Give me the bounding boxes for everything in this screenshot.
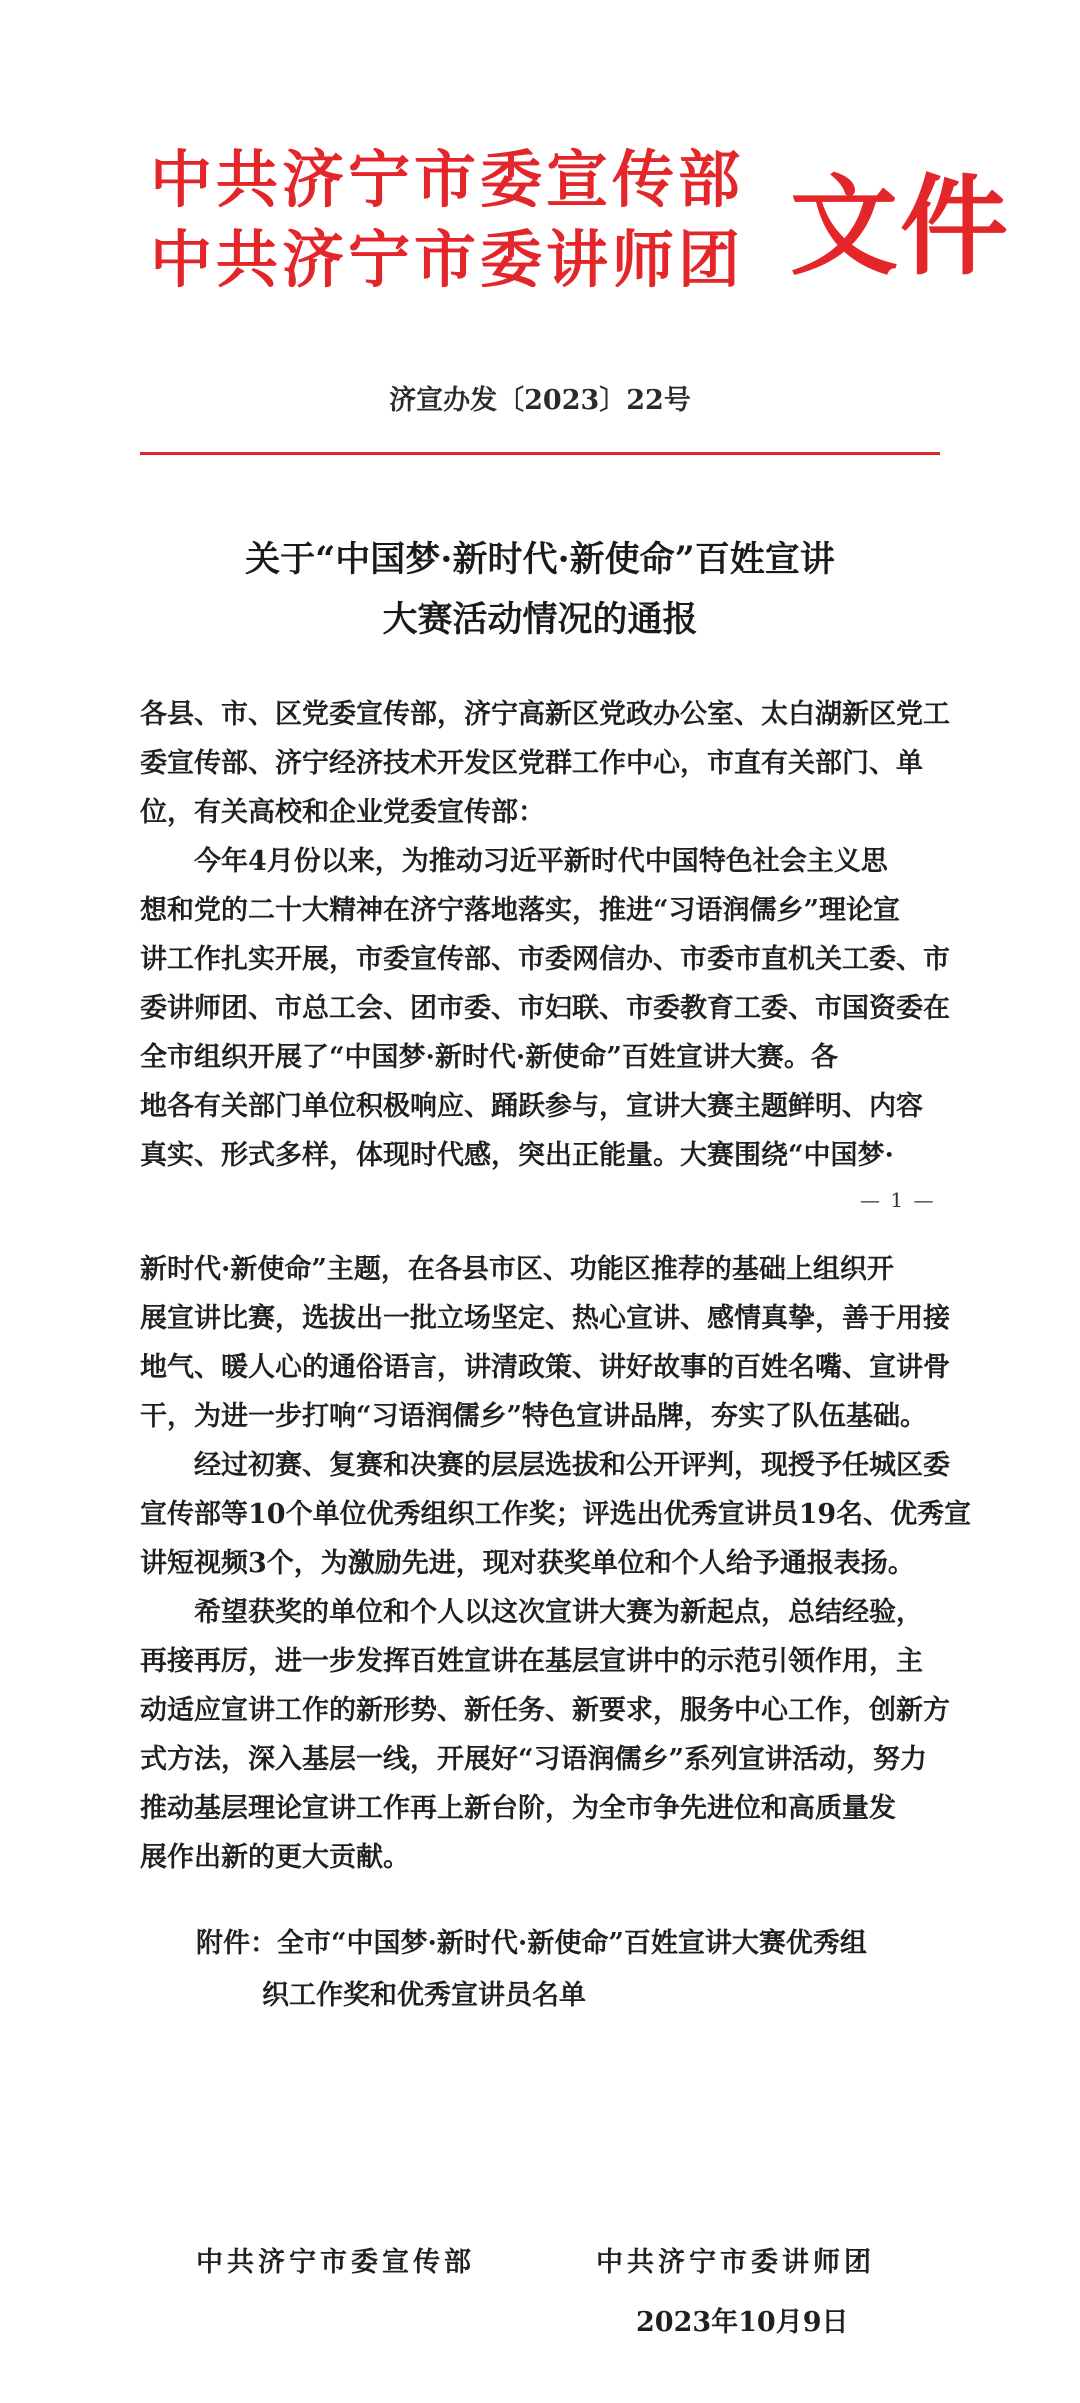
body-line: 真实、形式多样，体现时代感，突出正能量。大赛围绕“中国梦· (140, 1140, 894, 1171)
body-line: 干，为进一步打响“习语润儒乡”特色宣讲品牌，夯实了队伍基础。 (140, 1401, 928, 1432)
body-line: 动适应宣讲工作的新形势、新任务、新要求，服务中心工作，创新方 (140, 1695, 950, 1726)
body-line: 委讲师团、市总工会、团市委、市妇联、市委教育工委、市国资委在 (140, 993, 950, 1024)
signature-date: 2023年10月9日 (636, 2307, 849, 2338)
body-line: 今年4月份以来，为推动习近平新时代中国特色社会主义思 (194, 846, 888, 877)
body-line: 讲工作扎实开展，市委宣传部、市委网信办、市委市直机关工委、市 (140, 944, 950, 975)
body-line: 讲短视频3个，为激励先进，现对获奖单位和个人给予通报表扬。 (140, 1548, 915, 1579)
title-line-2: 大赛活动情况的通报 (382, 599, 698, 640)
signature-lecturers-group: 中共济宁市委讲师团 (596, 2247, 875, 2278)
body-line: 地气、暖人心的通俗语言，讲清政策、讲好故事的百姓名嘴、宣讲骨 (140, 1352, 950, 1383)
body-line: 委宣传部、济宁经济技术开发区党群工作中心，市直有关部门、单 (140, 748, 923, 779)
body-line: 地各有关部门单位积极响应、踊跃参与，宣讲大赛主题鲜明、内容 (140, 1091, 923, 1122)
body-page-2 (140, 1245, 972, 1882)
body-line: 再接再厉，进一步发挥百姓宣讲在基层宣讲中的示范引领作用，主 (140, 1646, 923, 1677)
body-line: 希望获奖的单位和个人以这次宣讲大赛为新起点，总结经验， (194, 1597, 923, 1628)
body-line: 位，有关高校和企业党委宣传部： (140, 797, 545, 828)
body-line: 各县、市、区党委宣传部，济宁高新区党政办公室、太白湖新区党工 (140, 699, 950, 730)
body-line: 新时代·新使命”主题，在各县市区、功能区推荐的基础上组织开 (140, 1254, 894, 1285)
document-title (0, 530, 1080, 650)
attachment-line-1: 附件：全市“中国梦·新时代·新使命”百姓宣讲大赛优秀组 (196, 1928, 867, 1959)
body-line: 展作出新的更大贡献。 (140, 1842, 410, 1873)
document-number: 济宣办发〔2023〕22号 (389, 385, 691, 416)
title-line-1: 关于“中国梦·新时代·新使命”百姓宣讲 (245, 539, 835, 580)
body-page-1 (140, 690, 950, 1180)
issuer-line-propaganda-dept: 中共济宁市委宣传部 (150, 143, 745, 216)
body-line: 展宣讲比赛，选拔出一批立场坚定、热心宣讲、感情真挚，善于用接 (140, 1303, 950, 1334)
body-line: 式方法，深入基层一线，开展好“习语润儒乡”系列宣讲活动，努力 (140, 1744, 928, 1775)
document-header (150, 140, 1011, 320)
attachment-note (196, 1918, 867, 2022)
issuer-block (150, 140, 780, 300)
body-line: 全市组织开展了“中国梦·新时代·新使命”百姓宣讲大赛。各 (140, 1042, 838, 1073)
body-line: 推动基层理论宣讲工作再上新台阶，为全市争先进位和高质量发 (140, 1793, 896, 1824)
document-word: 文件 (790, 165, 1011, 290)
signature-propaganda-dept: 中共济宁市委宣传部 (196, 2247, 475, 2278)
body-line: 经过初赛、复赛和决赛的层层选拔和公开评判，现授予任城区委 (194, 1450, 950, 1481)
attachment-line-2: 织工作奖和优秀宣讲员名单 (262, 1980, 586, 2011)
issuer-line-lecturers-group: 中共济宁市委讲师团 (150, 223, 745, 296)
page-number-mark: — 1 — (860, 1188, 936, 1212)
red-divider-line (140, 452, 940, 455)
body-line: 宣传部等10个单位优秀组织工作奖；评选出优秀宣讲员19名、优秀宣 (140, 1499, 972, 1530)
body-line: 想和党的二十大精神在济宁落地落实，推进“习语润儒乡”理论宣 (140, 895, 901, 926)
